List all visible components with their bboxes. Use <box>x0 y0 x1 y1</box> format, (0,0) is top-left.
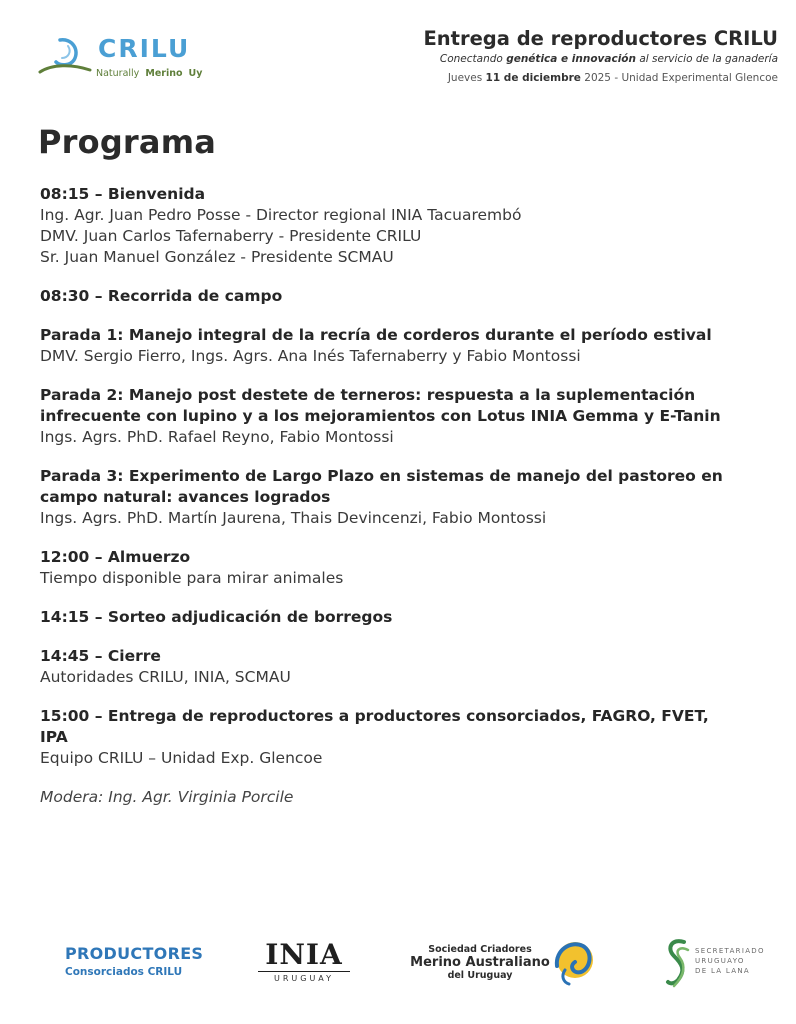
inia-logo: INIA URUGUAY <box>258 938 350 983</box>
program-item-line: Ings. Agrs. PhD. Rafael Reyno, Fabio Montossi <box>40 428 394 446</box>
merino-ram-icon <box>545 936 597 988</box>
program-item <box>40 385 740 448</box>
program-item-title: Parada 2: Manejo post destete de terneros: respuesta a la suplementación infrecuente con lupino y a los mejoramientos con Lotus INIA Gemma y E-Tanin <box>40 386 721 425</box>
crilu-logo <box>38 32 208 84</box>
moderator-note: Modera: Ing. Agr. Virginia Porcile <box>40 788 294 806</box>
program-item-title: 08:30 – Recorrida de campo <box>40 287 283 305</box>
program-item <box>40 286 740 307</box>
sponsor-logos <box>0 930 796 1000</box>
program-item-title: 15:00 – Entrega de reproductores a productores consorciados, FAGRO, FVET, IPA <box>40 707 709 746</box>
program-item-line: Ing. Agr. Juan Pedro Posse - Director regional INIA Tacuarembó <box>40 206 522 224</box>
program-item-line: Ings. Agrs. PhD. Martín Jaurena, Thais Devincenzi, Fabio Montossi <box>40 509 547 527</box>
sul-logo-icon <box>664 936 692 990</box>
program-item <box>40 184 740 268</box>
crilu-logo-tagline: Naturally Merino Uy <box>96 68 203 79</box>
sul-logo: SECRETARIADO URUGUAYO DE LA LANA <box>695 947 765 975</box>
program-item-line: Tiempo disponible para mirar animales <box>40 569 344 587</box>
program-item <box>40 466 740 529</box>
program-item-line: DMV. Juan Carlos Tafernaberry - Presidente CRILU <box>40 227 422 245</box>
program-item-title: 14:15 – Sorteo adjudicación de borregos <box>40 608 393 626</box>
program-item <box>40 607 740 628</box>
event-date: Jueves 11 de diciembre 2025 - Unidad Experimental Glencoe <box>447 72 778 84</box>
page-title: Programa <box>38 123 217 161</box>
program-item-title: 08:15 – Bienvenida <box>40 185 206 203</box>
program-item-line: Autoridades CRILU, INIA, SCMAU <box>40 668 291 686</box>
program-item-title: 12:00 – Almuerzo <box>40 548 191 566</box>
program-item-title: Parada 1: Manejo integral de la recría de corderos durante el período estival <box>40 326 712 344</box>
event-subtitle: Conectando genética e innovación al servicio de la ganadería <box>439 53 778 65</box>
productores-logo: PRODUCTORES Consorciados CRILU <box>65 944 204 978</box>
program-item-line: Sr. Juan Manuel González - Presidente SCMAU <box>40 248 394 266</box>
program-item-line: Equipo CRILU – Unidad Exp. Glencoe <box>40 749 323 767</box>
program-item <box>40 547 740 589</box>
program-item-line: DMV. Sergio Fierro, Ings. Agrs. Ana Inés Tafernaberry y Fabio Montossi <box>40 347 581 365</box>
program-item-title: Parada 3: Experimento de Largo Plazo en sistemas de manejo del pastoreo en campo natural: avances logrados <box>40 467 723 506</box>
event-title: Entrega de reproductores CRILU <box>423 27 778 50</box>
crilu-logo-name: CRILU <box>98 34 191 63</box>
scmau-logo: Sociedad Criadores Merino Australiano del Uruguay <box>410 944 550 981</box>
event-header <box>423 27 778 84</box>
crilu-swirl-icon <box>38 34 94 78</box>
program-item <box>40 325 740 367</box>
program-item <box>40 706 740 769</box>
program-item <box>40 646 740 688</box>
program-list <box>40 184 740 808</box>
program-item-title: 14:45 – Cierre <box>40 647 161 665</box>
